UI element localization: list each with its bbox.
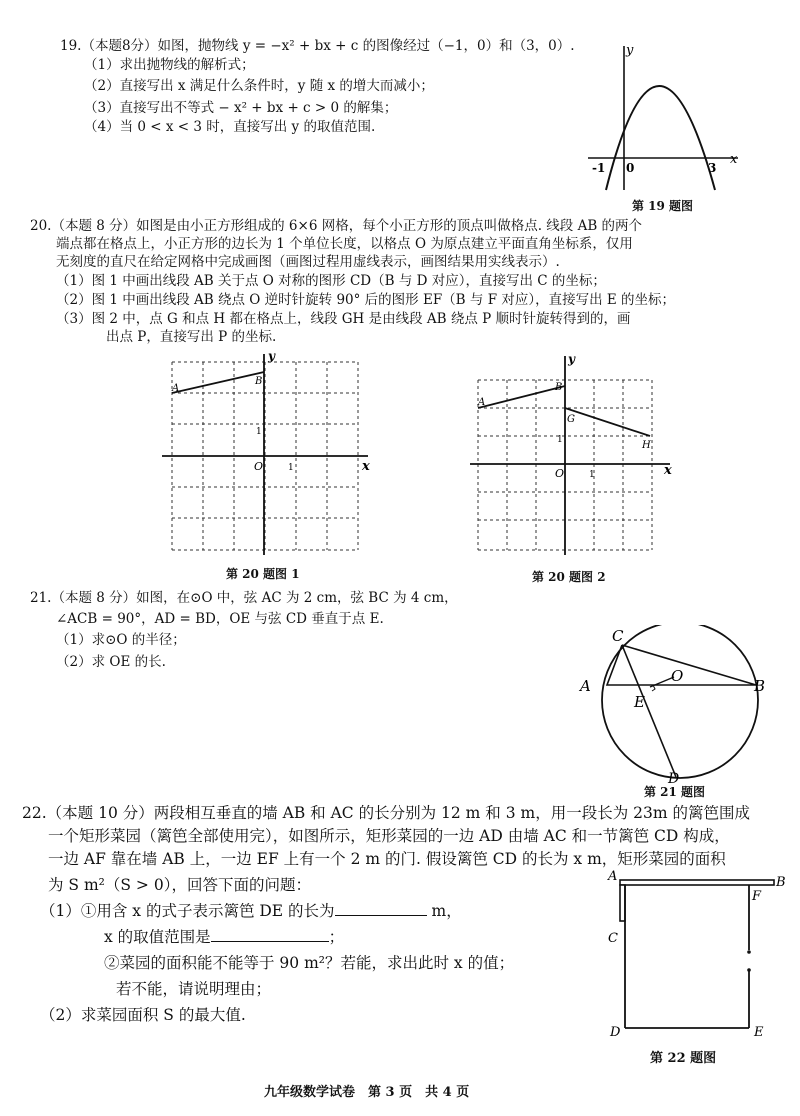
q21-line-4: （2）求 OE 的长. xyxy=(56,654,166,670)
q22-part2: （2）求菜园面积 S 的最大值. xyxy=(40,1006,246,1024)
q22-line-2: 一个矩形菜园（篱笆全部使用完），如图所示，矩形菜园的一边 AD 由墙 AC 和一节篱笆 CD 构成， xyxy=(48,827,730,845)
q21-line-1: 21.（本题 8 分）如图，在⊙O 中，弦 AC 为 2 cm，弦 BC 为 4 cm， xyxy=(30,590,458,606)
q22-label-f: F xyxy=(752,889,762,904)
q20-fig2-y-label: y xyxy=(568,352,575,366)
q22-gate-post-top xyxy=(747,950,751,954)
q19-y-label: y xyxy=(626,43,634,58)
q21-line-3: （1）求⊙O 的半径； xyxy=(56,632,186,648)
q20-line-7: 出点 P，直接写出 P 的坐标. xyxy=(106,329,277,345)
q22-label-c: C xyxy=(608,931,618,946)
q21-caption: 第 21 题图 xyxy=(644,785,706,799)
q20-line-5: （2）图 1 中画出线段 AB 绕点 O 逆时针旋转 90° 后的图形 EF（B 与 F 对应），直接写出 E 的坐标； xyxy=(56,292,676,308)
q19-parabola-figure xyxy=(588,42,748,192)
q20-fig1-o-label: O xyxy=(254,460,264,473)
q20-caption-2: 第 20 题图 2 xyxy=(532,570,606,584)
q21-label-d: D xyxy=(668,771,680,785)
q20-fig1-y-label: y xyxy=(268,350,275,363)
q19-zero-label: 0 xyxy=(626,161,635,175)
q19-item-3: （3）直接写出不等式 − x² + bx + c > 0 的解集； xyxy=(84,100,398,116)
q19-three-label: 3 xyxy=(708,161,717,175)
q20-fig1-b-label: B xyxy=(255,376,263,387)
q20-line-6: （3）图 2 中，点 G 和点 H 都在格点上，线段 GH 是由线段 AB 绕点 P 顺时针旋转得到的，画 xyxy=(56,311,631,327)
q19-parabola-curve xyxy=(606,86,715,190)
q22-label-d: D xyxy=(610,1025,621,1040)
q22-part1-range-prefix: x 的取值范围是 xyxy=(104,928,211,946)
q19-item-2: （2）直接写出 x 满足什么条件时，y 随 x 的增大而减小； xyxy=(84,78,434,94)
q22-answer-blank-range[interactable] xyxy=(211,941,329,942)
q22-part1-range-suffix: ； xyxy=(328,928,345,946)
q22-answer-blank-de[interactable] xyxy=(335,915,427,916)
q21-chord-cd xyxy=(622,645,676,777)
q22-line-3: 一边 AF 靠在墙 AB 上，一边 EF 上有一个 2 m 的门. 假设篱笆 CD 的长为 x m，矩形菜园的面积 xyxy=(48,850,726,868)
q22-label-b: B xyxy=(776,875,786,890)
q21-label-o: O xyxy=(671,667,684,685)
q22-part1-area-question: ②菜园的面积能不能等于 90 m²？若能，求出此时 x 的值； xyxy=(104,954,515,972)
q19-neg1-label: -1 xyxy=(592,161,606,175)
q20-line-3: 无刻度的直尺在给定网格中完成画图（画图过程用虚线表示，画图结果用实线表示）. xyxy=(56,254,560,270)
q20-fig1-one-y: 1 xyxy=(256,427,262,437)
q20-line-2: 端点都在格点上，小正方形的边长为 1 个单位长度，以格点 O 为原点建立平面直角坐标系，仅用 xyxy=(56,236,633,252)
q22-part1-expression xyxy=(40,900,462,922)
q20-fig2-b-label: B xyxy=(555,382,563,393)
q22-garden-figure xyxy=(604,866,794,1046)
q20-fig1-segment-ab xyxy=(172,372,264,393)
q22-gate-post-bottom xyxy=(747,968,751,972)
q20-fig2-segment-ab xyxy=(478,386,565,408)
q19-item-1: （1）求出抛物线的解析式； xyxy=(84,57,255,73)
q22-part1-expression-prefix: （1）①用含 x 的式子表示篱笆 DE 的长为 xyxy=(40,902,335,920)
q19-item-4: （4）当 0 < x < 3 时，直接写出 y 的取值范围. xyxy=(84,119,376,135)
q20-fig2-one-y: 1 xyxy=(557,435,563,445)
q21-circle-figure xyxy=(570,625,780,785)
q22-label-a: A xyxy=(608,869,618,884)
q20-fig1-one-x: 1 xyxy=(288,463,294,473)
q21-circle xyxy=(602,625,758,778)
q20-grid-figure-2 xyxy=(470,350,685,560)
q20-fig2-h-label: H xyxy=(642,440,651,451)
page-footer: 九年级数学试卷 第 3 页 共 4 页 xyxy=(264,1085,470,1100)
q20-fig2-o-label: O xyxy=(555,467,565,480)
q20-grid-figure-1 xyxy=(160,350,380,560)
q19-caption: 第 19 题图 xyxy=(632,199,694,213)
q22-part1-range xyxy=(104,926,344,948)
q20-fig2-g-label: G xyxy=(567,414,575,425)
q21-label-e: E xyxy=(634,693,645,711)
q20-caption-1: 第 20 题图 1 xyxy=(226,567,300,581)
q22-label-e: E xyxy=(754,1025,764,1040)
q20-fig1-a-label: A xyxy=(172,383,180,394)
q21-label-b: B xyxy=(754,677,766,695)
q19-x-label: x xyxy=(730,152,738,167)
q22-wall-ab xyxy=(620,880,774,885)
q20-fig2-a-label: A xyxy=(478,397,486,408)
q21-label-a: A xyxy=(580,677,591,695)
q21-line-2: ∠ACB = 90°，AD = BD，OE 与弦 CD 垂直于点 E. xyxy=(56,611,384,627)
q20-fig2-x-label: x xyxy=(664,463,672,478)
q20-fig2-segment-gh xyxy=(565,408,650,436)
q22-line-4: 为 S m²（S > 0），回答下面的问题： xyxy=(48,876,311,894)
q22-part1-expression-suffix: m， xyxy=(431,902,462,920)
q20-line-4: （1）图 1 中画出线段 AB 关于点 O 对称的图形 CD（B 与 D 对应），直接写出 C 的坐标； xyxy=(56,273,606,289)
q20-fig1-x-label: x xyxy=(362,459,370,474)
q22-part1-area-else: 若不能，请说明理由； xyxy=(116,980,272,998)
q22-caption: 第 22 题图 xyxy=(650,1051,717,1066)
q21-label-c: C xyxy=(612,627,624,645)
q20-line-1: 20.（本题 8 分）如图是由小正方形组成的 6×6 网格，每个小正方形的顶点叫做格点. 线段 AB 的两个 xyxy=(30,218,643,234)
q19-head: 19.（本题8分）如图，抛物线 y = −x² + bx + c 的图像经过（−1，0）和（3，0）. xyxy=(60,38,575,54)
q22-line-1: 22.（本题 10 分）两段相互垂直的墙 AB 和 AC 的长分别为 12 m 和 3 m，用一段长为 23m 的篱笆围成 xyxy=(22,804,750,822)
q20-fig2-one-x: 1 xyxy=(589,470,595,480)
